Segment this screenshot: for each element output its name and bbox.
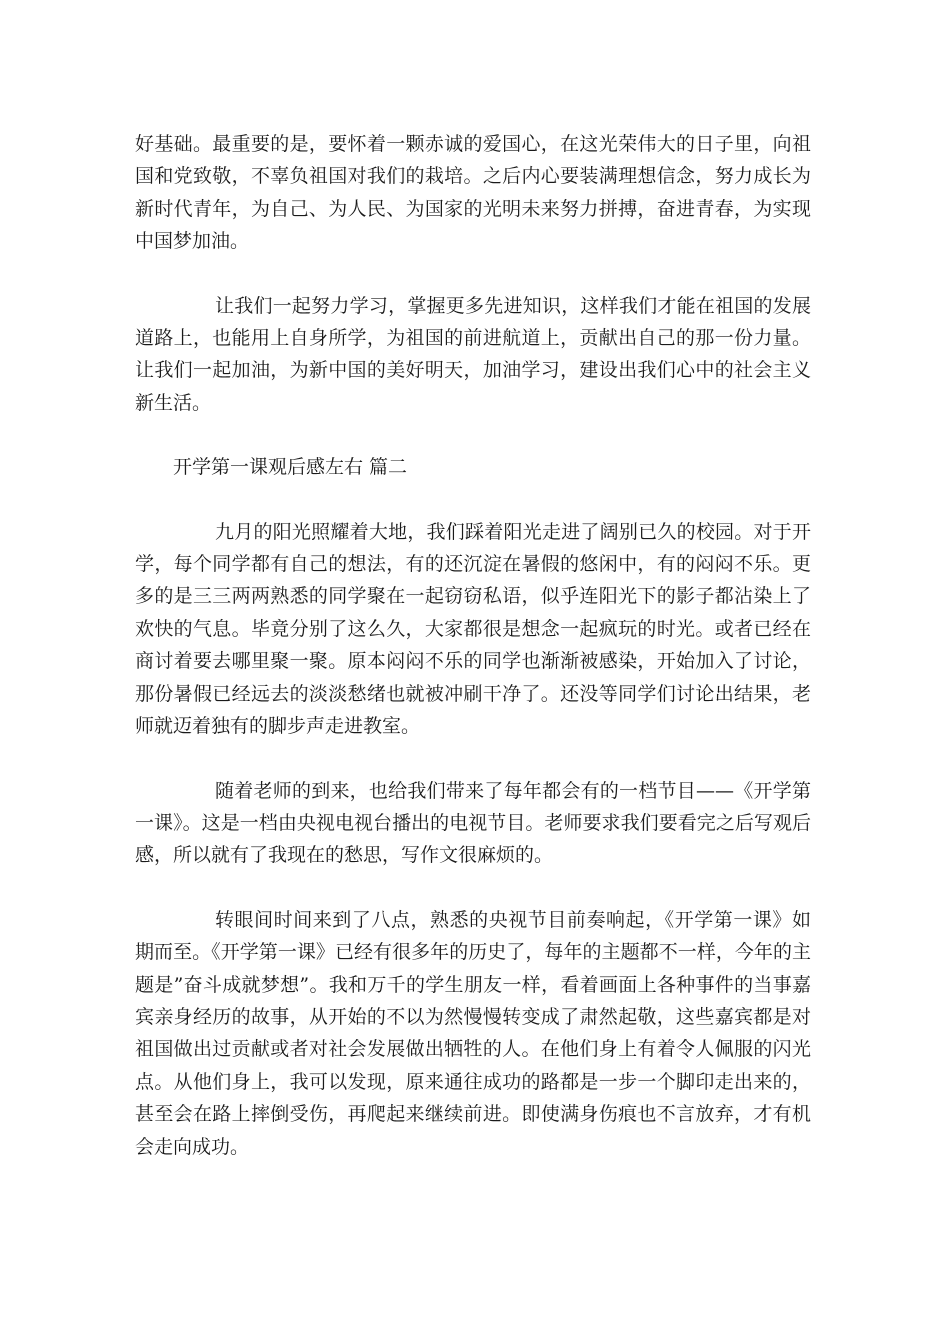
paragraph-program-viewing: 转眼间时间来到了八点，熟悉的央视节目前奏响起，《开学第一课》如期而至。《开学第一课》已经有很多年的历史了，每年的主题都不一样，今年的主题是”奋斗成就梦想”。我和万千的学生朋友一样，看着画面上各种事件的当事嘉宾亲身经历的故事，从开始的不以为然慢慢转变成了肃然起敬，这些嘉宾都是对祖国做出过贡献或者对社会发展做出牺牲的人。在他们身上有着令人佩服的闪光点。从他们身上，我可以发现，原来通往成功的路都是一步一个脚印走出来的，甚至会在路上摔倒受伤，再爬起来继续前进。即使满身伤痕也不言放弃，才有机会走向成功。 — [135, 908, 811, 1158]
paragraph-school-return: 九月的阳光照耀着大地，我们踩着阳光走进了阔别已久的校园。对于开学，每个同学都有自己的想法，有的还沉淀在暑假的悠闲中，有的闷闷不乐。更多的是三三两两熟悉的同学聚在一起窃窃私语，似乎连阳光下的影子都沾染上了欢快的气息。毕竟分别了这么久，大家都很是想念一起疯玩的时光。或者已经在商讨着要去哪里聚一聚。原本闷闷不乐的同学也渐渐被感染，开始加入了讨论，那份暑假已经远去的淡淡愁绪也就被冲刷干净了。还没等同学们讨论出结果，老师就迈着独有的脚步声走进教室。 — [135, 520, 811, 738]
paragraph-closing: 让我们一起努力学习，掌握更多先进知识，这样我们才能在祖国的发展道路上，也能用上自身所学，为祖国的前进航道上，贡献出自己的那一份力量。让我们一起加油，为新中国的美好明天，加油学习，建设出我们心中的社会主义新生活。 — [135, 294, 811, 414]
paragraph-teacher-arrival: 随着老师的到来，也给我们带来了每年都会有的一档节目——《开学第一课》。这是一档由央视电视台播出的电视节目。老师要求我们要看完之后写观后感，所以就有了我现在的愁思，写作文很麻烦的。 — [135, 779, 811, 867]
document-page — [135, 128, 811, 1163]
paragraph-continuation: 好基础。最重要的是，要怀着一颗赤诚的爱国心，在这光荣伟大的日子里，向祖国和党致敬，不辜负祖国对我们的栽培。之后内心要装满理想信念，努力成长为新时代青年，为自己、为人民、为国家的光明未来努力拼搏，奋进青春，为实现中国梦加油。 — [135, 133, 811, 253]
section-heading: 开学第一课观后感左右 篇二 — [173, 456, 408, 479]
